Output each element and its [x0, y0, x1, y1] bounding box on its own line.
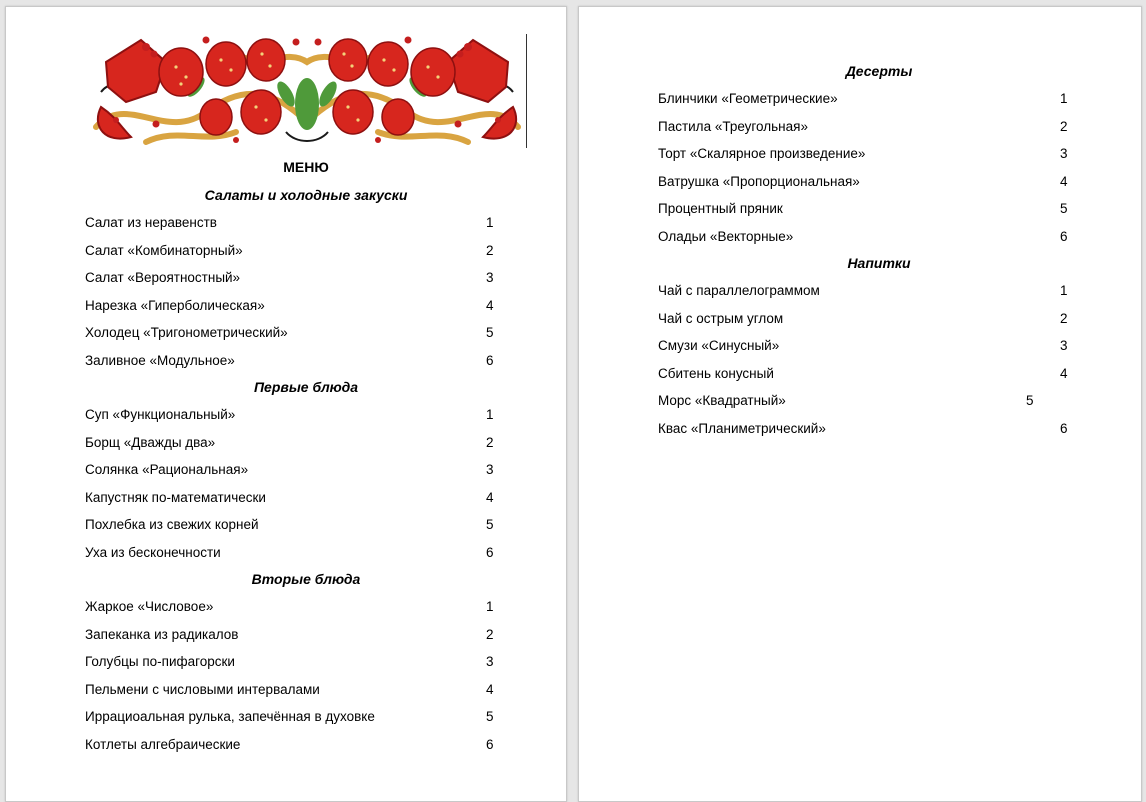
menu-item — [85, 736, 505, 754]
menu-item-name: Морс «Квадратный» — [658, 393, 786, 408]
menu-title: МЕНЮ — [283, 159, 329, 175]
menu-item — [85, 626, 505, 644]
menu-item-name: Нарезка «Гиперболическая» — [85, 297, 265, 313]
menu-item — [85, 598, 505, 616]
menu-item — [658, 145, 1078, 163]
menu-item-name: Торт «Скалярное произведение» — [658, 146, 866, 161]
menu-item-number: 2 — [1060, 310, 1068, 326]
menu-item-name: Борщ «Дважды два» — [85, 434, 216, 450]
section-heading-second-courses: Вторые блюда — [251, 571, 361, 587]
menu-page-right — [578, 6, 1142, 802]
section-heading-drinks: Напитки — [847, 255, 911, 271]
menu-item — [85, 269, 505, 287]
menu-item-name: Пельмени с числовыми интервалами — [85, 681, 320, 697]
khokhloma-strawberry-ornament — [86, 32, 528, 150]
menu-item-name: Чай с параллелограммом — [658, 283, 820, 298]
menu-item-name: Оладьи «Векторные» — [658, 228, 794, 244]
menu-item-name: Похлебка из свежих корней — [85, 517, 259, 532]
menu-item-number: 3 — [486, 462, 494, 477]
menu-item — [85, 434, 505, 452]
menu-item-name: Солянка «Рациональная» — [85, 462, 249, 477]
menu-item-number: 3 — [1060, 338, 1068, 353]
menu-item — [85, 324, 505, 342]
menu-item-name: Ватрушка «Пропорциональная» — [658, 173, 860, 189]
menu-item — [85, 516, 505, 534]
menu-item — [658, 118, 1078, 136]
menu-item-name: Сбитень конусный — [658, 365, 774, 381]
menu-item — [85, 242, 505, 260]
menu-item — [85, 681, 505, 699]
menu-item — [658, 90, 1078, 108]
menu-item-name: Котлеты алгебраические — [85, 736, 241, 752]
menu-item-number: 4 — [1060, 173, 1068, 189]
menu-item-number: 4 — [486, 681, 494, 697]
menu-item-number: 1 — [486, 215, 494, 230]
menu-item-number: 2 — [486, 242, 494, 258]
menu-item-name: Процентный пряник — [658, 201, 783, 216]
menu-item — [658, 173, 1078, 191]
menu-item-name: Заливное «Модульное» — [85, 352, 235, 368]
menu-item — [85, 406, 505, 424]
menu-item-number: 4 — [1060, 365, 1068, 381]
menu-item-number: 1 — [486, 407, 494, 422]
banner-border-line — [526, 34, 527, 148]
menu-item-number: 1 — [1060, 91, 1068, 106]
menu-item-name: Блинчики «Геометрические» — [658, 91, 838, 106]
menu-item-name: Голубцы по-пифагорски — [85, 654, 235, 669]
menu-item-number: 3 — [1060, 146, 1068, 161]
menu-item-number: 5 — [1026, 393, 1034, 408]
menu-item-name: Капустняк по-математически — [85, 489, 266, 505]
menu-item-number: 6 — [486, 352, 494, 368]
section-heading-salads: Салаты и холодные закуски — [204, 187, 408, 203]
menu-item — [85, 352, 505, 370]
menu-item-number: 1 — [1060, 283, 1068, 298]
menu-item-name: Квас «Планиметрический» — [658, 420, 826, 436]
menu-item — [658, 228, 1078, 246]
menu-item-number: 1 — [486, 599, 494, 614]
menu-item — [658, 310, 1078, 328]
menu-item-name: Суп «Функциональный» — [85, 407, 236, 422]
menu-item-number: 2 — [486, 626, 494, 642]
menu-item-name: Чай с острым углом — [658, 310, 784, 326]
menu-item-number: 6 — [1060, 228, 1068, 244]
menu-item-number: 6 — [1060, 420, 1068, 436]
menu-item-number: 3 — [486, 270, 494, 285]
menu-item — [85, 708, 505, 726]
menu-item — [658, 282, 1078, 300]
menu-item — [85, 544, 505, 562]
menu-item-number: 5 — [486, 517, 494, 532]
menu-item-number: 4 — [486, 297, 494, 313]
menu-item — [658, 200, 1078, 218]
menu-page-left — [5, 6, 567, 802]
menu-item-name: Салат «Комбинаторный» — [85, 242, 243, 258]
menu-item — [85, 461, 505, 479]
section-heading-desserts: Десерты — [845, 63, 913, 79]
menu-item-number: 3 — [486, 654, 494, 669]
menu-item-number: 6 — [486, 544, 494, 560]
menu-item-number: 5 — [486, 325, 494, 340]
menu-item-number: 2 — [486, 434, 494, 450]
menu-item-name: Запеканка из радикалов — [85, 626, 239, 642]
menu-item-name: Холодец «Тригонометрический» — [85, 325, 288, 340]
section-heading-first-courses: Первые блюда — [253, 379, 359, 395]
menu-item-name: Жаркое «Числовое» — [85, 599, 214, 614]
menu-item — [658, 365, 1078, 383]
menu-item-name: Уха из бесконечности — [85, 544, 221, 560]
menu-item-number: 5 — [486, 709, 494, 724]
menu-item — [658, 420, 1078, 438]
menu-item — [85, 489, 505, 507]
menu-item — [658, 392, 1078, 410]
menu-item-name: Пастила «Треугольная» — [658, 118, 808, 134]
menu-item — [85, 653, 505, 671]
menu-item-number: 2 — [1060, 118, 1068, 134]
menu-item — [658, 337, 1078, 355]
menu-item-name: Смузи «Синусный» — [658, 338, 780, 353]
menu-item — [85, 214, 505, 232]
menu-item-number: 6 — [486, 736, 494, 752]
menu-item-name: Салат «Вероятностный» — [85, 270, 241, 285]
menu-item-number: 4 — [486, 489, 494, 505]
menu-item-number: 5 — [1060, 201, 1068, 216]
menu-item-name: Иррациоальная рулька, запечённая в духовке — [85, 709, 375, 724]
menu-item-name: Салат из неравенств — [85, 215, 217, 230]
menu-item — [85, 297, 505, 315]
